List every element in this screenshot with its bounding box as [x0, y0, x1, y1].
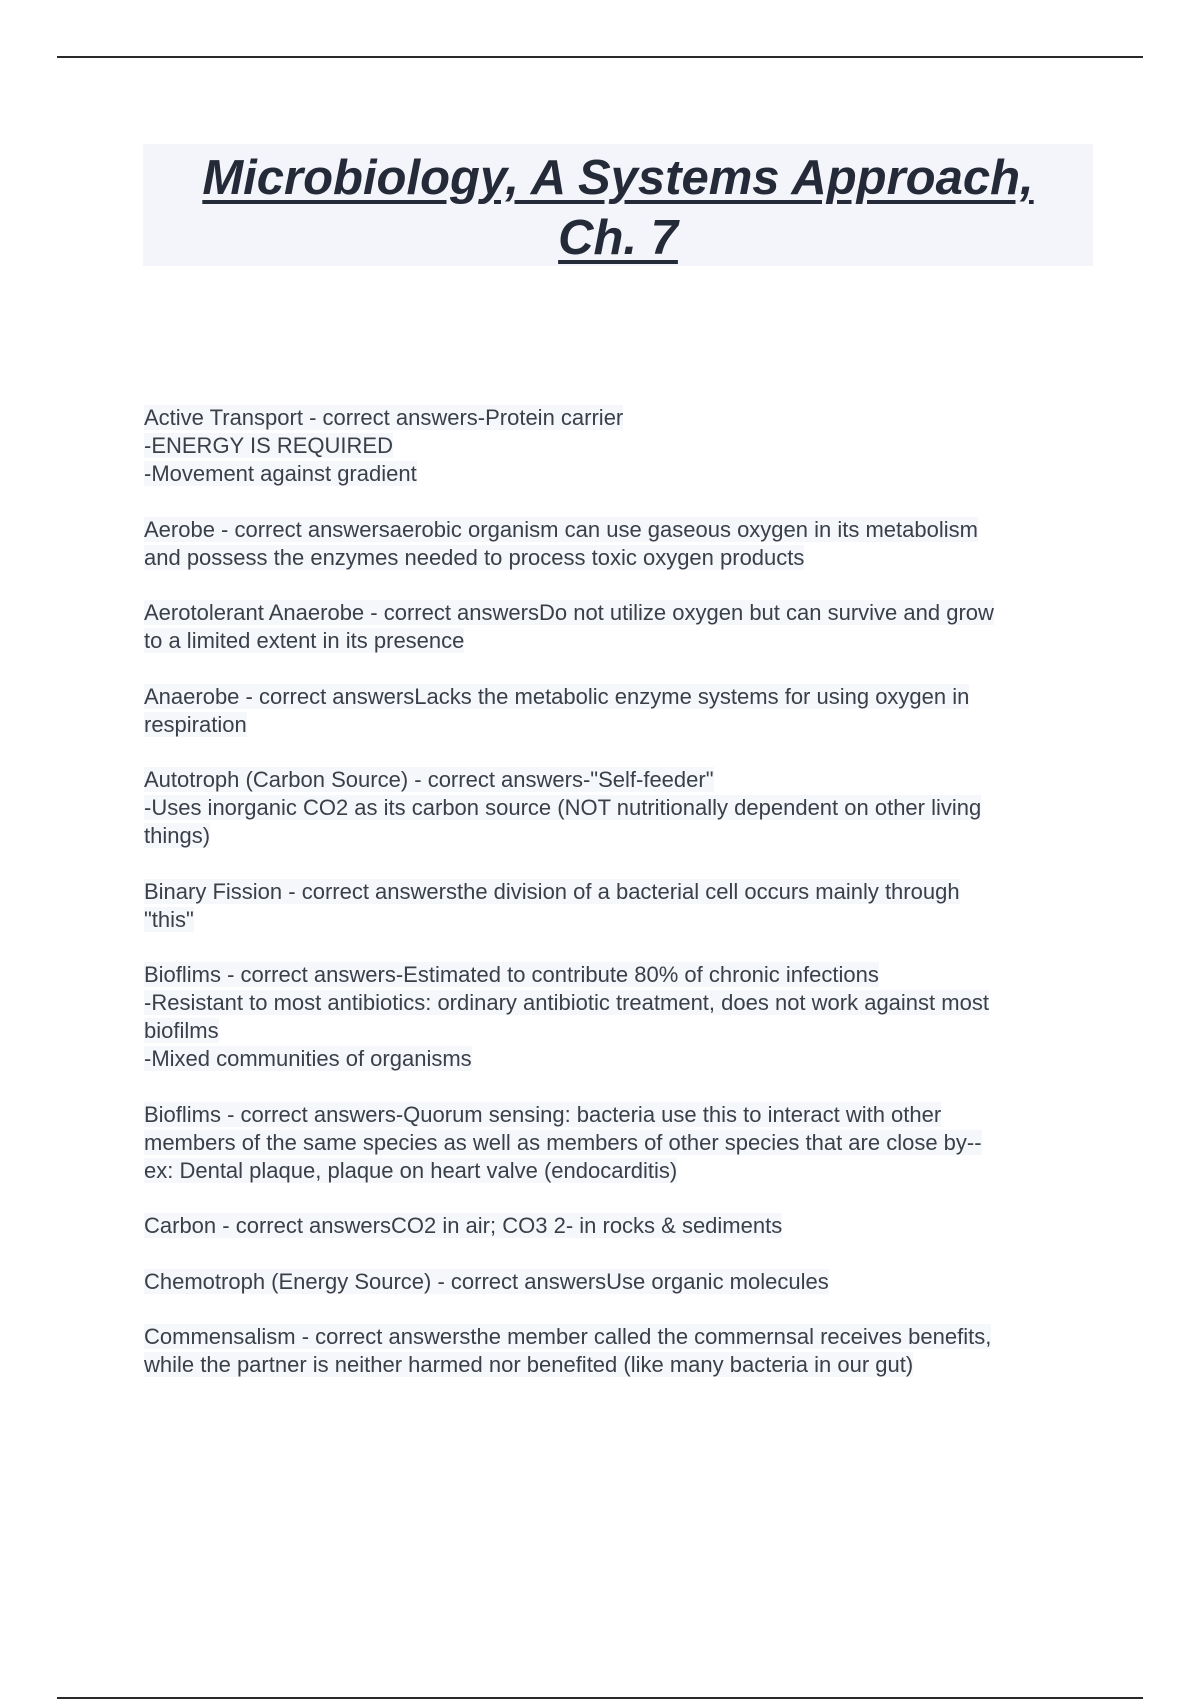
entry-text: while the partner is neither harmed nor benefited (like many bacteria in our gut): [144, 1352, 914, 1377]
entry-text-line: [144, 1101, 1104, 1129]
entry-text-line: [144, 766, 1104, 794]
entry-text-line: [144, 599, 1104, 627]
entry-text: -Uses inorganic CO2 as its carbon source (NOT nutritionally dependent on other living: [144, 795, 982, 820]
entry-text-line: [144, 1212, 1104, 1240]
entry-text: Active Transport - correct answers-Protein carrier: [144, 405, 624, 430]
entry-text: Aerotolerant Anaerobe - correct answersDo not utilize oxygen but can survive and grow: [144, 600, 994, 625]
entry-text: -Mixed communities of organisms: [144, 1046, 472, 1071]
entry-text: biofilms: [144, 1018, 219, 1043]
entry-text-line: [144, 1045, 1104, 1073]
entry-text-line: [144, 1157, 1104, 1185]
entry-text-line: [144, 822, 1104, 850]
entry-text-line: [144, 1129, 1104, 1157]
flashcard-entry: [144, 599, 1104, 655]
entry-text-line: [144, 627, 1104, 655]
entry-text-line: [144, 683, 1104, 711]
flashcard-entry: [144, 404, 1104, 488]
entry-text-line: [144, 1323, 1104, 1351]
flashcard-entry: [144, 683, 1104, 739]
flashcard-entry: [144, 1323, 1104, 1379]
flashcard-entry: [144, 1101, 1104, 1185]
entry-text: Bioflims - correct answers-Quorum sensing: bacteria use this to interact with other: [144, 1101, 942, 1127]
entry-text: -Movement against gradient: [144, 461, 417, 486]
bottom-rule: [57, 1697, 1143, 1699]
page-title: [143, 144, 1093, 268]
flashcard-entry: [144, 516, 1104, 572]
entry-text-line: [144, 516, 1104, 544]
entry-text: things): [144, 823, 211, 848]
entry-text: to a limited extent in its presence: [144, 628, 465, 653]
entry-text: Carbon - correct answersCO2 in air; CO3 2- in rocks & sediments: [144, 1213, 783, 1238]
entry-text-line: [144, 404, 1104, 432]
entry-text-line: [144, 989, 1104, 1017]
title-banner: [143, 144, 1093, 266]
entry-text: Anaerobe - correct answersLacks the metabolic enzyme systems for using oxygen in: [144, 683, 970, 709]
entry-text-line: [144, 878, 1104, 906]
entry-text-line: [144, 1017, 1104, 1045]
entry-text: Autotroph (Carbon Source) - correct answers-"Self-feeder": [144, 767, 714, 792]
flashcard-entry: [144, 878, 1104, 934]
title-line-2: Ch. 7: [558, 211, 678, 265]
entry-text: Chemotroph (Energy Source) - correct answersUse organic molecules: [144, 1268, 829, 1294]
entry-text: -ENERGY IS REQUIRED: [144, 433, 393, 458]
entry-text: and possess the enzymes needed to process toxic oxygen products: [144, 544, 805, 570]
flashcard-entry: [144, 1268, 1104, 1296]
flashcard-entry: [144, 961, 1104, 1073]
entry-text: Aerobe - correct answersaerobic organism can use gaseous oxygen in its metabolism: [144, 516, 978, 542]
entry-text: ex: Dental plaque, plaque on heart valve (endocarditis): [144, 1157, 678, 1183]
entry-text-line: [144, 711, 1104, 739]
entry-text-line: [144, 794, 1104, 822]
top-rule: [57, 56, 1143, 58]
flashcard-list: [144, 404, 1104, 1407]
flashcard-entry: [144, 1212, 1104, 1240]
entry-text: Binary Fission - correct answersthe division of a bacterial cell occurs mainly through: [144, 878, 960, 904]
entry-text-line: [144, 544, 1104, 572]
entry-text: -Resistant to most antibiotics: ordinary antibiotic treatment, does not work against most: [144, 990, 989, 1015]
title-line-1: Microbiology, A Systems Approach,: [202, 151, 1034, 205]
entry-text-line: [144, 906, 1104, 934]
flashcard-entry: [144, 766, 1104, 850]
entry-text: respiration: [144, 711, 247, 737]
entry-text-line: [144, 1351, 1104, 1379]
entry-text-line: [144, 961, 1104, 989]
entry-text: Commensalism - correct answersthe member called the commernsal receives benefits,: [144, 1324, 992, 1349]
entry-text-line: [144, 460, 1104, 488]
entry-text-line: [144, 1268, 1104, 1296]
entry-text-line: [144, 432, 1104, 460]
entry-text: Bioflims - correct answers-Estimated to contribute 80% of chronic infections: [144, 962, 879, 987]
entry-text: "this": [144, 906, 194, 932]
entry-text: members of the same species as well as members of other species that are close by--: [144, 1129, 982, 1155]
